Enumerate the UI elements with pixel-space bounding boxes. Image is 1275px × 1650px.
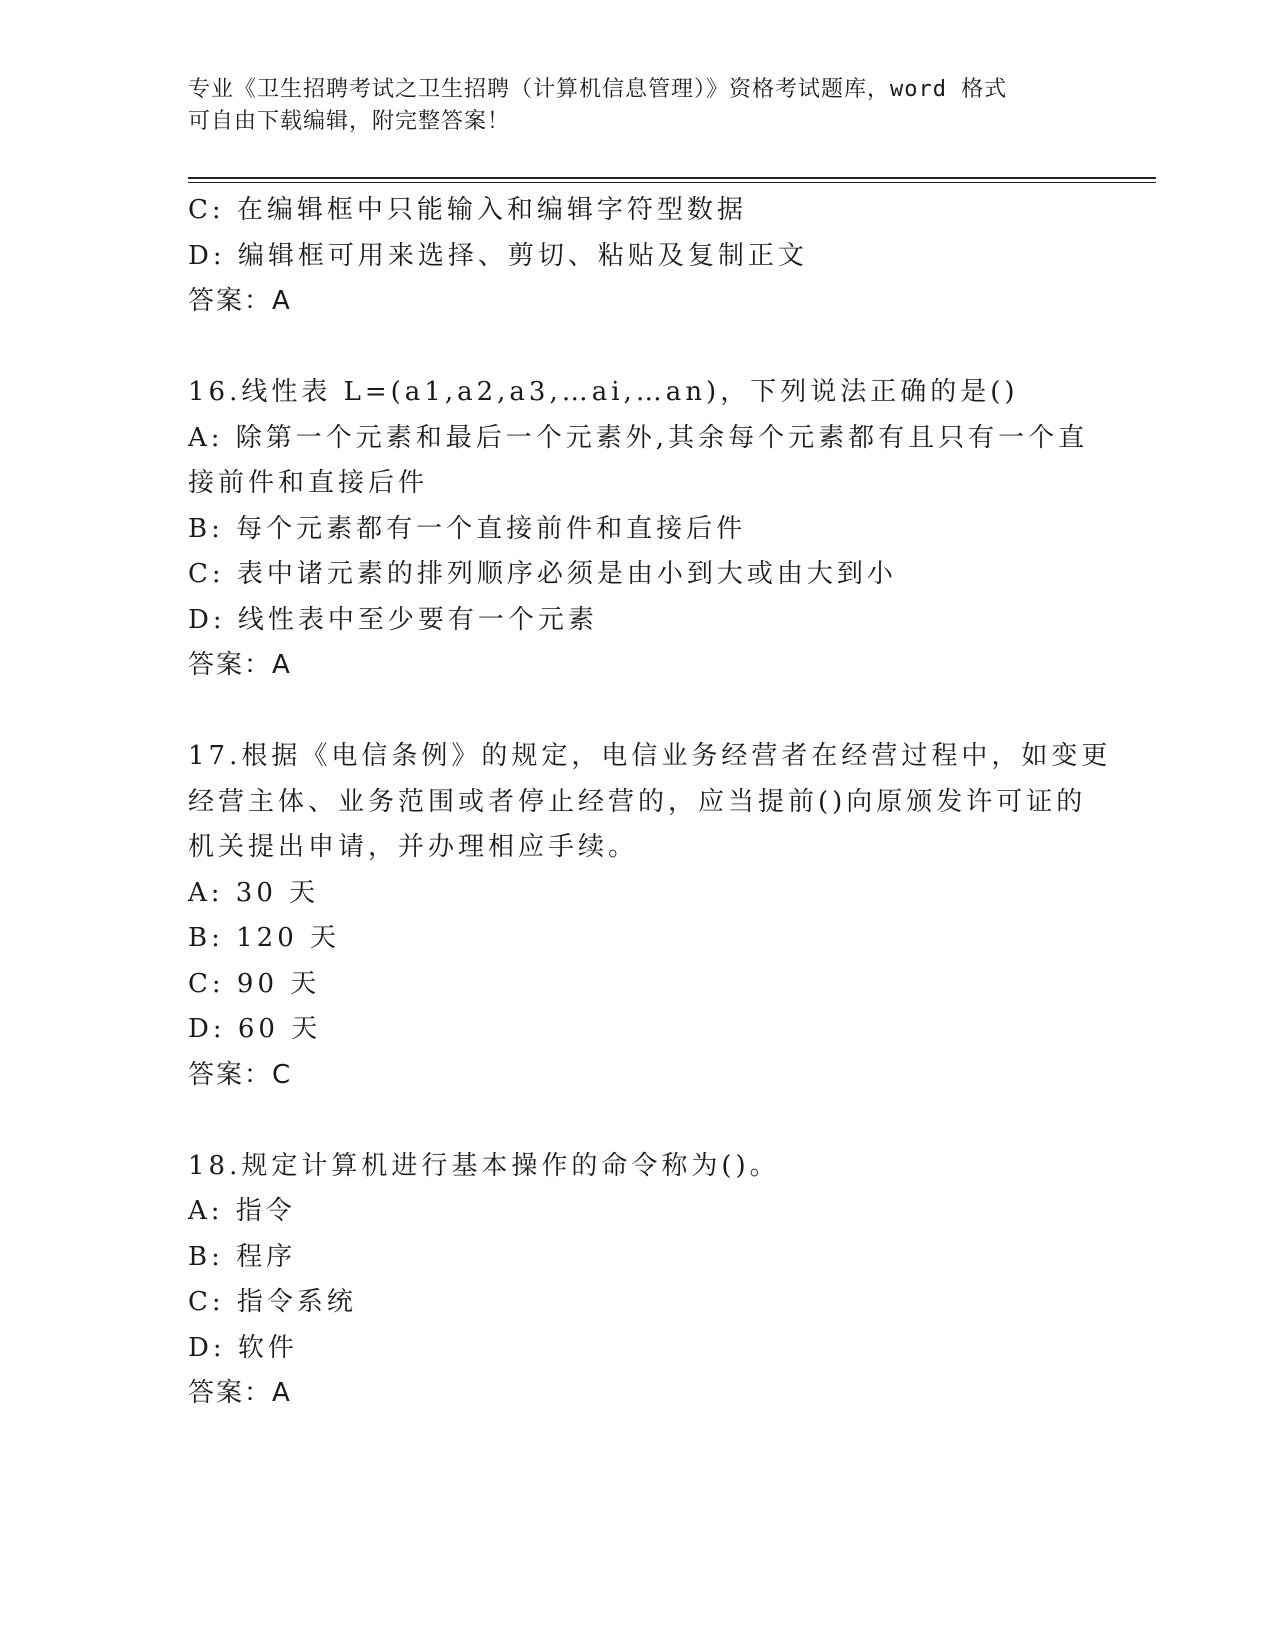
option-c: C: 90 天 xyxy=(188,968,321,999)
answer-line: 答案：A xyxy=(188,286,292,316)
spacer xyxy=(188,325,1088,371)
option-d: D: 编辑框可用来选择、剪切、粘贴及复制正文 xyxy=(188,240,808,271)
option-b: B: 120 天 xyxy=(188,923,341,953)
answer-line: 答案：A xyxy=(188,1378,292,1408)
option-a: A: 30 天 xyxy=(188,877,320,908)
option-d: D: 线性表中至少要有一个元素 xyxy=(188,604,598,635)
answer-line: 答案：A xyxy=(188,650,292,680)
option-c: C: 在编辑框中只能输入和编辑字符型数据 xyxy=(188,195,747,225)
question-17 xyxy=(188,734,1112,1098)
question-stem: 18.规定计算机进行基本操作的命令称为()。 xyxy=(188,1150,780,1181)
spacer xyxy=(188,689,1088,735)
question-18 xyxy=(188,1144,1088,1417)
option-d: D: 60 天 xyxy=(188,1014,322,1044)
option-a: A: 除第一个元素和最后一个元素外,其余每个元素都有且只有一个直 xyxy=(188,422,1089,453)
spacer xyxy=(188,1098,1088,1144)
question-stem: 16.线性表 L=(a1,a2,a3,…ai,…an)，下列说法正确的是() xyxy=(188,377,1019,407)
question-stem-continued: 机关提出申请，并办理相应手续。 xyxy=(188,832,639,862)
option-b: B: 程序 xyxy=(188,1241,297,1272)
option-b: B: 每个元素都有一个直接前件和直接后件 xyxy=(188,513,747,544)
option-a: A: 指令 xyxy=(188,1196,296,1226)
question-15-remainder xyxy=(188,188,1088,325)
question-stem: 17.根据《电信条例》的规定，电信业务经营者在经营过程中，如变更 xyxy=(188,741,1112,771)
header-divider-thick xyxy=(188,177,1156,179)
question-16 xyxy=(188,370,1088,689)
document-body xyxy=(188,188,1112,1417)
question-stem-continued: 经营主体、业务范围或者停止经营的，应当提前()向原颁发许可证的 xyxy=(188,786,1087,817)
header-line-1: 专业《卫生招聘考试之卫生招聘（计算机信息管理）》资格考试题库，word 格式 xyxy=(188,77,1008,102)
option-c: C: 表中诸元素的排列顺序必须是由小到大或由大到小 xyxy=(188,559,897,589)
option-d: D: 软件 xyxy=(188,1332,298,1363)
option-a-continued: 接前件和直接后件 xyxy=(188,468,429,498)
header-line-2: 可自由下载编辑，附完整答案！ xyxy=(188,109,511,134)
answer-line: 答案：C xyxy=(188,1059,293,1090)
document-header xyxy=(188,74,1088,138)
option-c: C: 指令系统 xyxy=(188,1287,357,1317)
header-divider-thin xyxy=(188,182,1156,183)
